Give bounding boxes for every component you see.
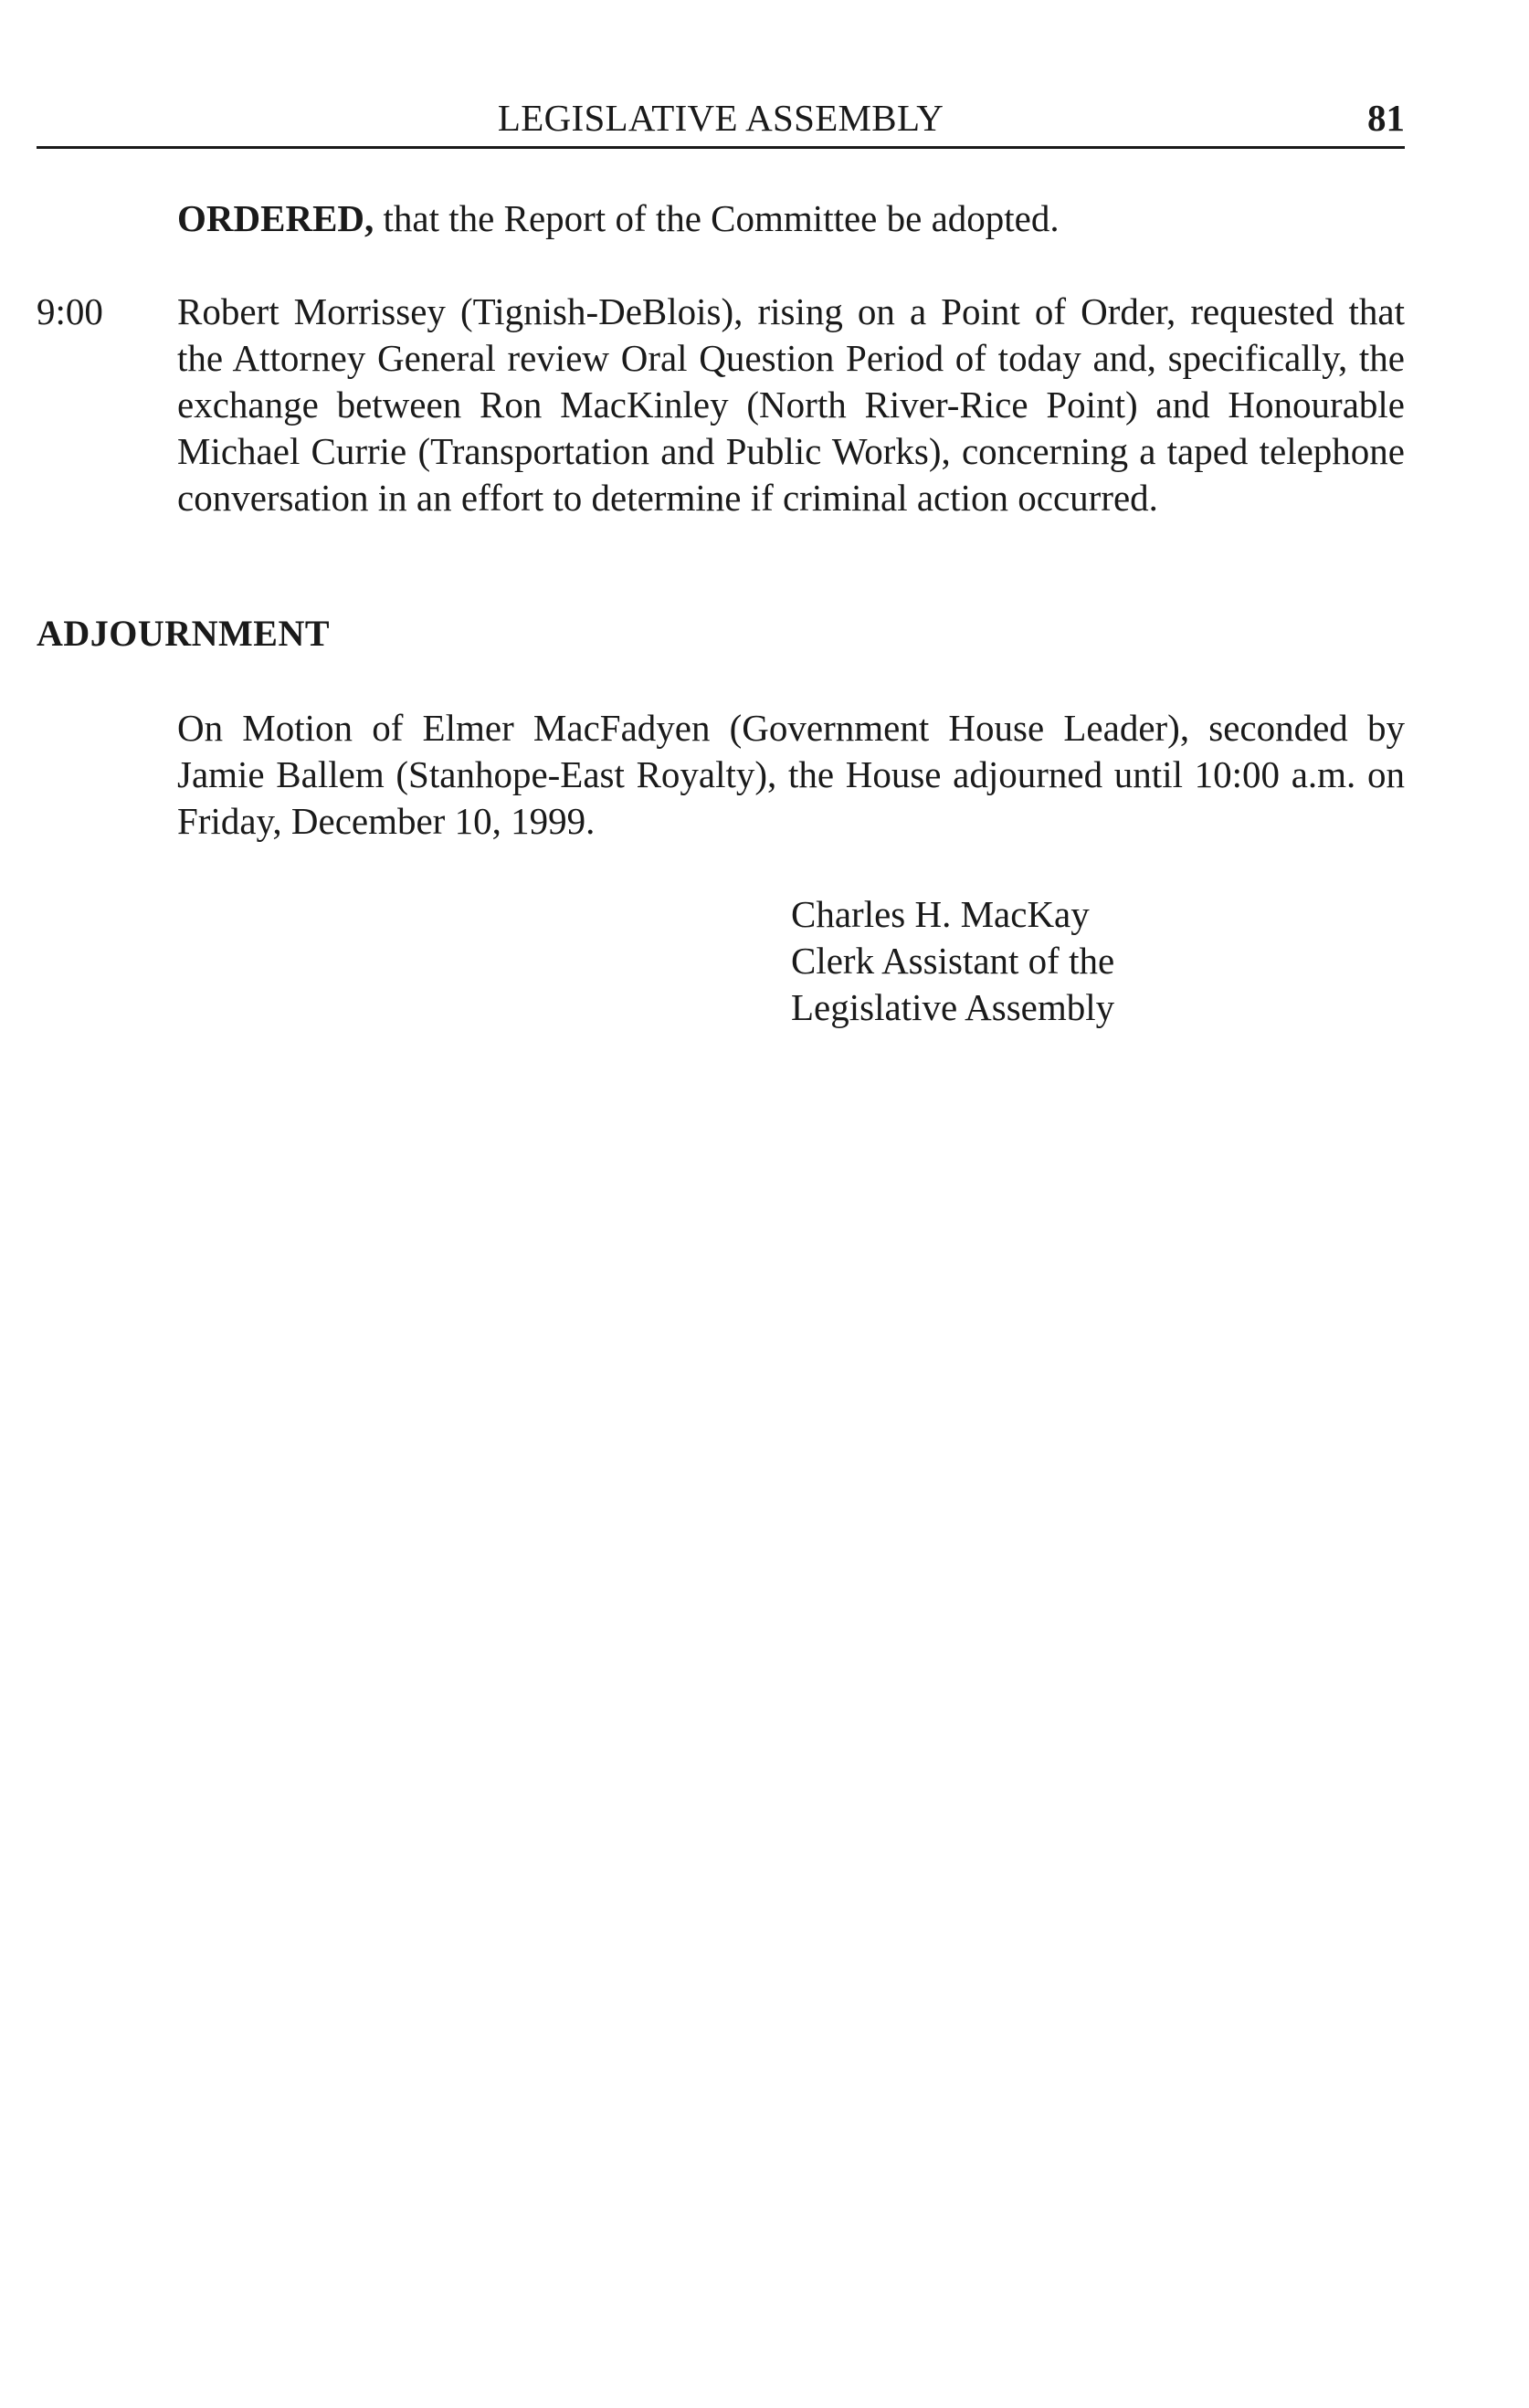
signature-block xyxy=(791,891,1339,1031)
adjournment-paragraph: On Motion of Elmer MacFadyen (Government House Leader), seconded by Jamie Ballem (Stanhope-East Royalty), the House adjourned until 10:00 a.m. on Friday, December 10, 1999. xyxy=(177,707,1405,842)
point-of-order-paragraph: Robert Morrissey (Tignish-DeBlois), rising on a Point of Order, requested that the Attorney General review Oral Question Period of today and, specifically, the exchange between Ron MacKinley (North River-Rice Point) and Honourable Michael Currie (Transportation and Public Works), concerning a taped telephone conversation in an effort to determine if criminal action occurred. xyxy=(177,290,1405,519)
ordered-lead: ORDERED, xyxy=(177,197,374,239)
ordered-paragraph xyxy=(177,195,1405,242)
signatory-name: Charles H. MacKay xyxy=(791,893,1090,935)
page-header xyxy=(37,95,1405,149)
ordered-text: that the Report of the Committee be adopted. xyxy=(374,197,1060,239)
header-title: LEGISLATIVE ASSEMBLY xyxy=(497,97,944,139)
signatory-title-line-2: Legislative Assembly xyxy=(791,986,1115,1028)
entry-time: 9:00 xyxy=(37,290,103,332)
signatory-title-line-1: Clerk Assistant of the xyxy=(791,940,1115,982)
section-heading-adjournment: ADJOURNMENT xyxy=(37,613,331,654)
page-number: 81 xyxy=(1367,97,1405,139)
